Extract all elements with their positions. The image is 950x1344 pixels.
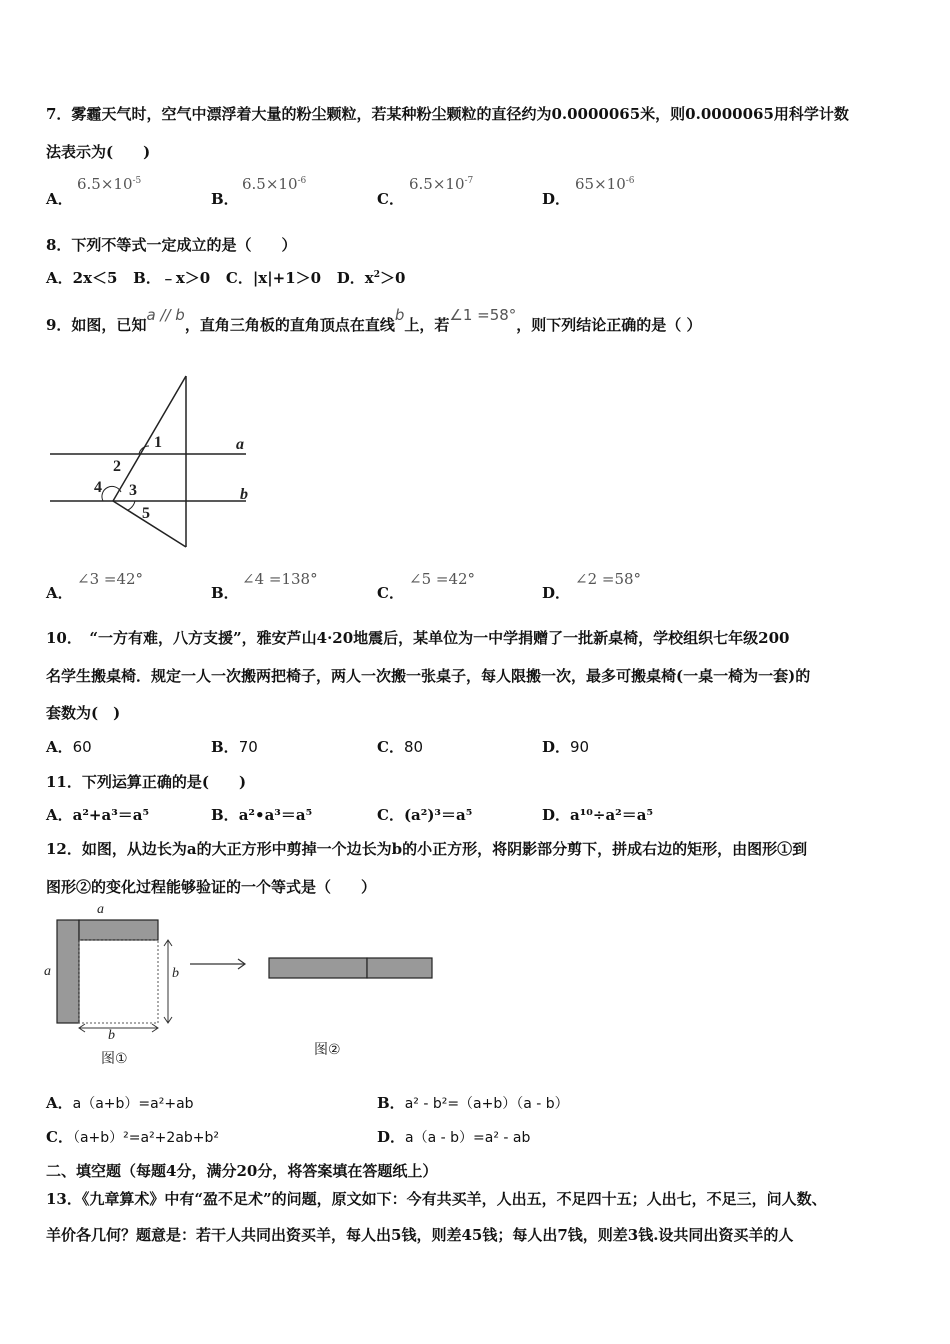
q12-fig1-caption: 图① <box>101 1051 128 1067</box>
q9-label-4: 4 <box>94 479 102 496</box>
q12-option-b: B．a² - b²=（a+b）（a - b） <box>377 1094 569 1112</box>
q8-option-c: C．|x|+1＞0 <box>225 269 322 287</box>
q9-option-b-label: B． <box>211 584 239 602</box>
section2-title: 二、填空题（每题4分，满分20分，将答案填在答题纸上） <box>46 1162 438 1180</box>
q13-line1: 13．《九章算术》中有“盈不足术”的问题，原文如下：今有共买羊，人出五，不足四十五；人出七，不足三，问人数、 <box>46 1190 827 1208</box>
q7-line1: 7．雾霾天气时，空气中漂浮着大量的粉尘颗粒，若某种粉尘颗粒的直径约为0.0000065米，则0.0000065用科学计数 <box>46 105 849 123</box>
q11-option-c: C．(a²)³＝a⁵ <box>377 806 473 824</box>
q9-option-a-label: A． <box>46 584 73 602</box>
q12-figure <box>40 900 460 1070</box>
q9-stem: 9．如图，已知a // b，直角三角板的直角顶点在直线b上，若∠1 =58°，则下列结论正确的是（ ） <box>46 306 702 334</box>
q7-option-b-label: B． <box>211 190 239 208</box>
q9-label-5: 5 <box>142 505 150 522</box>
q11-option-d: D．a¹⁰÷a²＝a⁵ <box>542 806 654 824</box>
q7-option-c-math: $6.5\times 10^{-7}$ <box>409 175 474 193</box>
q9-option-a-math: ∠3 =42° <box>77 570 144 588</box>
q10-option-d: D．90 <box>542 738 590 756</box>
q9-label-2: 2 <box>113 458 121 475</box>
q9-math-angle1: ∠1 =58° <box>449 306 517 324</box>
q9-label-1: 1 <box>154 434 162 451</box>
q12-label-a-left: a <box>44 964 51 979</box>
q8-stem: 8．下列不等式一定成立的是（ ） <box>46 236 297 254</box>
q7-option-b-math: $6.5\times 10^{-6}$ <box>242 175 307 193</box>
q9-math-b: b <box>394 306 405 324</box>
q13-line2: 羊价各几何？题意是：若干人共同出资买羊，每人出5钱，则差45钱；每人出7钱，则差3钱.设共同出资买羊的人 <box>46 1226 794 1244</box>
q10-line2: 名学生搬桌椅．规定一人一次搬两把椅子，两人一次搬一张桌子，每人限搬一次，最多可搬桌椅(一桌一椅为一套)的 <box>46 667 811 685</box>
q9-option-b-math: ∠4 =138° <box>242 570 318 588</box>
q9-label-b: b <box>240 486 248 503</box>
q11-option-a: A．a²+a³＝a⁵ <box>46 806 150 824</box>
q10-option-a: A．60 <box>46 738 92 756</box>
q7-option-c-label: C． <box>377 190 404 208</box>
q7-option-d-label: D． <box>542 190 571 208</box>
q7-option-a-label: A． <box>46 190 73 208</box>
q12-label-b-right: b <box>172 966 179 981</box>
q10-line3: 套数为( ) <box>46 704 121 722</box>
q9-option-d-label: D． <box>542 584 571 602</box>
q12-option-c: C．（a+b）²=a²+2ab+b² <box>46 1128 220 1146</box>
q10-line1: 10． “一方有难，八方支援”，雅安芦山4·20地震后，某单位为一中学捐赠了一批新桌椅，学校组织七年级200 <box>46 629 790 647</box>
q10-option-c: C．80 <box>377 738 424 756</box>
q9-option-d-math: ∠2 =58° <box>575 570 642 588</box>
q12-fig2-caption: 图② <box>314 1042 341 1058</box>
q11-option-b: B．a²•a³＝a⁵ <box>211 806 313 824</box>
q9-option-c-label: C． <box>377 584 404 602</box>
q9-math-parallel: a // b <box>146 306 185 324</box>
q8-option-a: A．2x＜5 <box>46 269 118 287</box>
q7-option-d-math: $65\times 10^{-6}$ <box>575 175 635 193</box>
q8-option-d: D．x <box>336 269 374 287</box>
q12-line1: 12．如图，从边长为a的大正方形中剪掉一个边长为b的小正方形，将阴影部分剪下，拼成右边的矩形，由图形①到 <box>46 840 808 858</box>
q12-option-a: A．a（a+b）=a²+ab <box>46 1094 194 1112</box>
q9-label-a: a <box>236 436 244 453</box>
q12-option-d: D．a（a - b）=a² - ab <box>377 1128 531 1146</box>
q7-option-a-math: $6.5\times 10^{-5}$ <box>77 175 142 193</box>
q9-label-3: 3 <box>129 482 137 499</box>
q12-label-a-top: a <box>97 902 104 917</box>
q7-line2: 法表示为( ) <box>46 143 151 161</box>
q9-option-c-math: ∠5 =42° <box>409 570 476 588</box>
q10-option-b: B．70 <box>211 738 258 756</box>
q11-stem: 11．下列运算正确的是( ) <box>46 773 247 791</box>
q8-option-b: B．﹣x＞0 <box>133 269 211 287</box>
q12-label-b-bottom: b <box>108 1028 115 1043</box>
q8-options: A．2x＜5 B．﹣x＞0 C．|x|+1＞0 D．$x^2>0$ <box>46 269 406 287</box>
q9-figure <box>46 368 266 558</box>
q12-line2: 图形②的变化过程能够验证的一个等式是（ ） <box>46 878 377 896</box>
